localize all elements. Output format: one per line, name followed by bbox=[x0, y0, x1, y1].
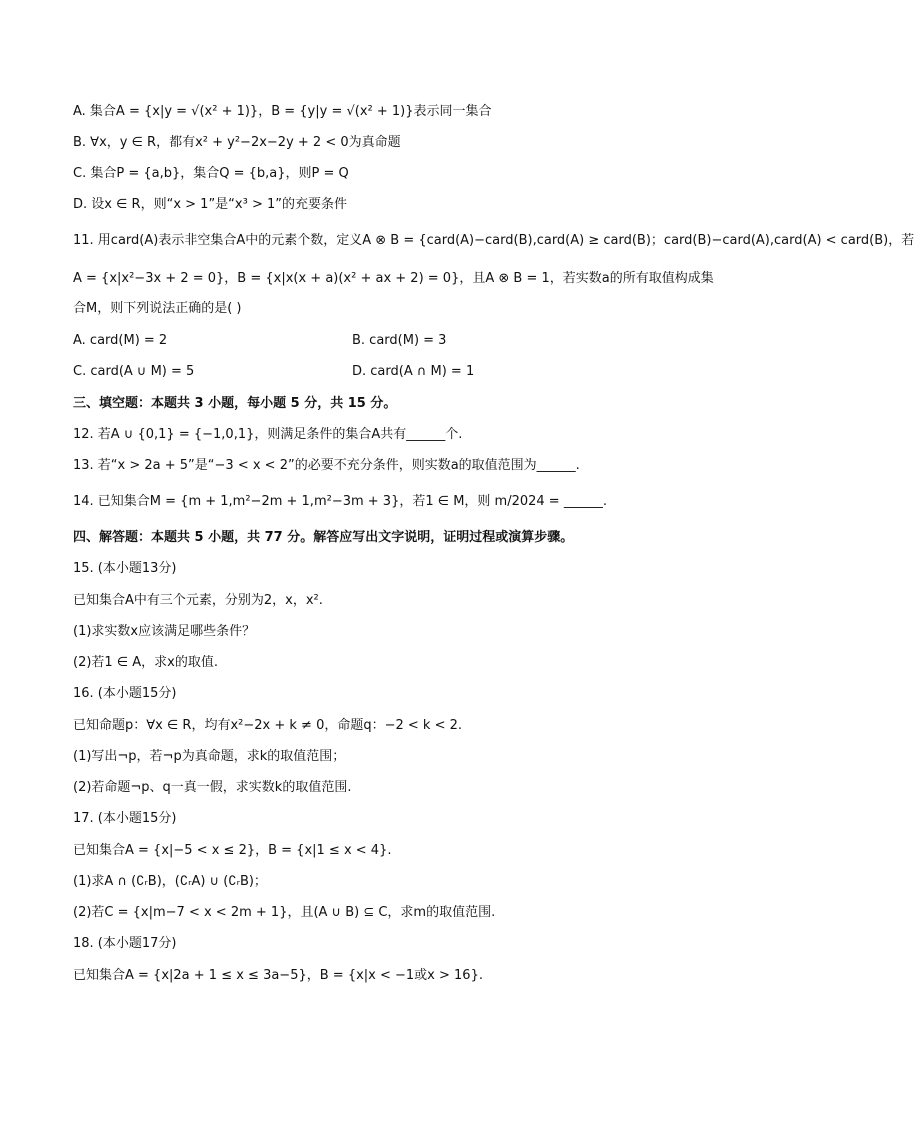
q18-stem: 已知集合A = {x|2a + 1 ≤ x ≤ 3a−5}，B = {x|x < −1或x > 16}. bbox=[73, 968, 483, 983]
q11-option-d: D. card(A ∩ M) = 1 bbox=[352, 364, 475, 379]
q11-option-b: B. card(M) = 3 bbox=[352, 333, 447, 348]
q10-option-b: B. ∀x，y ∈ R，都有x² + y²−2x−2y + 2 < 0为真命题 bbox=[73, 135, 401, 150]
q15-head: 15. (本小题13分) bbox=[73, 561, 177, 576]
q10-option-d: D. 设x ∈ R，则“x > 1”是“x³ > 1”的充要条件 bbox=[73, 197, 347, 212]
q17-part2: (2)若C = {x|m−7 < x < 2m + 1}，且(A ∪ B) ⊆ C，求m的取值范围. bbox=[73, 905, 496, 920]
q15-part1: (1)求实数x应该满足哪些条件？ bbox=[73, 624, 256, 639]
q17-head: 17. (本小题15分) bbox=[73, 811, 177, 826]
section-3-heading: 三、填空题：本题共 3 小题，每小题 5 分，共 15 分。 bbox=[73, 396, 397, 411]
q11-stem-line3: 合M，则下列说法正确的是( ) bbox=[73, 301, 242, 316]
q16-part2: (2)若命题¬p、q一真一假，求实数k的取值范围. bbox=[73, 780, 352, 795]
q11-stem-line1: 11. 用card(A)表示非空集合A中的元素个数，定义A ⊗ B = {card(A)−card(B),card(A) ≥ card(B)；card(B)−card(A),card(A) < card(B)，若 bbox=[73, 233, 914, 248]
q10-option-c: C. 集合P = {a,b}，集合Q = {b,a}，则P = Q bbox=[73, 166, 349, 181]
q18-head: 18. (本小题17分) bbox=[73, 936, 177, 951]
q17-stem: 已知集合A = {x|−5 < x ≤ 2}，B = {x|1 ≤ x < 4}. bbox=[73, 843, 392, 858]
section-4-heading: 四、解答题：本题共 5 小题，共 77 分。解答应写出文字说明，证明过程或演算步骤。 bbox=[73, 530, 574, 545]
q11-stem-line2: A = {x|x²−3x + 2 = 0}，B = {x|x(x + a)(x² + ax + 2) = 0}，且A ⊗ B = 1，若实数a的所有取值构成集 bbox=[73, 271, 714, 286]
q15-stem: 已知集合A中有三个元素，分别为2，x，x². bbox=[73, 593, 323, 608]
q11-option-c: C. card(A ∪ M) = 5 bbox=[73, 364, 195, 379]
q17-part1: (1)求A ∩ (∁ᵣB)，(∁ᵣA) ∪ (∁ᵣB)； bbox=[73, 874, 267, 889]
q12: 12. 若A ∪ {0,1} = {−1,0,1}，则满足条件的集合A共有______个. bbox=[73, 427, 463, 442]
q16-stem: 已知命题p：∀x ∈ R，均有x²−2x + k ≠ 0，命题q：−2 < k < 2. bbox=[73, 718, 462, 733]
q16-head: 16. (本小题15分) bbox=[73, 686, 177, 701]
q15-part2: (2)若1 ∈ A，求x的取值. bbox=[73, 655, 218, 670]
q14: 14. 已知集合M = {m + 1,m²−2m + 1,m²−3m + 3}，若1 ∈ M，则 m/2024 = ______. bbox=[73, 494, 607, 509]
q16-part1: (1)写出¬p，若¬p为真命题，求k的取值范围； bbox=[73, 749, 346, 764]
q10-option-a: A. 集合A = {x|y = √(x² + 1)}，B = {y|y = √(x² + 1)}表示同一集合 bbox=[73, 104, 492, 119]
q11-option-a: A. card(M) = 2 bbox=[73, 333, 168, 348]
q13: 13. 若“x > 2a + 5”是“−3 < x < 2”的必要不充分条件，则实数a的取值范围为______. bbox=[73, 458, 580, 473]
